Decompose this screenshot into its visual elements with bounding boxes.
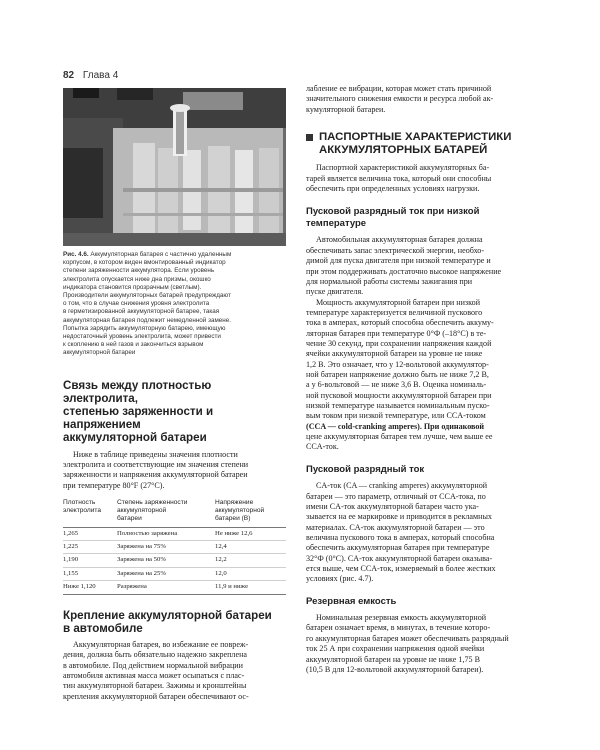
continued-paragraph: [306, 84, 536, 115]
para-line: лабление ее вибрации, которая может стать причиной: [306, 84, 492, 93]
table-cell: 11,9 и ниже: [215, 581, 286, 594]
table-cell: Заряжена на 50%: [117, 554, 215, 567]
para-line: условиях (рис. 4.7).: [306, 574, 374, 584]
title-line: температуре: [306, 217, 367, 229]
table-cell: Заряжена на 25%: [117, 567, 215, 580]
table-cell: 1,155: [63, 567, 117, 580]
para-line: низкой температуре называется номинальным пуско-: [306, 400, 490, 410]
table-header-row: [63, 497, 286, 527]
para-line: 32°Ф (0°С). CA-ток аккумуляторной батареи оказыва-: [306, 553, 493, 563]
subsection-title-reserve: Резервная емкость: [306, 595, 397, 607]
table-cell: 1,225: [63, 541, 117, 554]
para-line: величина пускового тока в амперах, который способна: [306, 532, 495, 542]
para-line: материалах. CA-ток аккумуляторной батареи — это: [306, 522, 485, 532]
caption-line: аккумуляторной батареи: [63, 349, 136, 357]
density-paragraph: [63, 450, 286, 491]
table-row: [63, 527, 286, 540]
table-cell: Заряжена на 75%: [117, 541, 215, 554]
table-row: [63, 554, 286, 567]
caption-line: Производители аккумуляторных батарей предупреждают: [63, 292, 231, 300]
para-line: автомобиля активная масса может осыпаться с плас-: [63, 671, 245, 681]
para-line: димой для пуска двигателя при низкой температуре и: [306, 256, 491, 266]
para-line: кумуляторной батареи.: [306, 104, 386, 114]
para-line: ется выше, чем CCA-ток, измеряемый в более жестких: [306, 563, 496, 573]
table-cell: 1,190: [63, 554, 117, 567]
para-line: (10,5 В для 12-вольтовой аккумуляторной батареи).: [306, 664, 484, 674]
reserve-paragraph: [306, 613, 536, 675]
header-line: Напряжение: [215, 499, 254, 507]
para-line: ляторная батарея при температуре 0°Ф (–18°C) в те-: [306, 328, 487, 338]
para-line: температуре характеризуется величиной пускового: [306, 307, 483, 317]
section-title-density: [63, 379, 286, 445]
para-line: аккумуляторной батареи на уровне не ниже 1,75 В: [306, 654, 480, 664]
table-row: [63, 541, 286, 554]
figure-caption: [63, 251, 286, 358]
header-line: аккумуляторной: [117, 507, 167, 515]
section-marker-square: [306, 134, 313, 141]
table-cell: 12,0: [215, 567, 286, 580]
caption-line: индикатора становится прозрачным (светлым).: [63, 283, 202, 291]
subsection-title-cca: [306, 206, 536, 229]
para-line: ной батареи напряжение должно быть не ниже 7,2 В,: [306, 369, 489, 379]
section-title-ratings: [306, 131, 536, 157]
para-line: ной пусковой мощности аккумуляторной батареи при: [306, 390, 492, 400]
para-line: имени CA-ток аккумуляторной батареи часто ука-: [306, 501, 479, 511]
table-row: [63, 567, 286, 580]
para-line: электролита и соответствующие им значения степени: [63, 460, 249, 469]
para-line: CA-ток (CA — cranking amperes) аккумуляторной: [316, 481, 488, 491]
chapter-label: Глава 4: [82, 70, 119, 81]
caption-line: Попытка зарядить аккумуляторную батарею, имеющую: [63, 324, 226, 332]
column-header: [215, 497, 286, 527]
para-line: Паспортной характеристикой аккумуляторных ба-: [316, 163, 490, 173]
density-table: [63, 497, 286, 595]
para-line: тарей является величина тока, который они способны: [306, 173, 492, 183]
caption-line: Аккумуляторная батарея с частично удаленным: [90, 251, 232, 258]
para-line: ячейки аккумуляторной батареи на уровне не ниже: [306, 349, 483, 359]
cca-paragraph-1: [306, 235, 536, 297]
para-line: заряженности и напряжения аккумуляторной батареи: [63, 470, 248, 480]
table-cell: 12,2: [215, 554, 286, 567]
table-cell: Полностью заряжена: [117, 527, 215, 540]
para-line: Номинальная резервная емкость аккумуляторной: [316, 613, 487, 623]
section-title-mounting: [63, 609, 286, 635]
right-column: [306, 84, 536, 675]
title-line: в автомобиле: [63, 621, 143, 635]
title-line: ПАСПОРТНЫЕ ХАРАКТЕРИСТИКИ: [319, 131, 512, 144]
title-line: Связь между плотностью электролита,: [63, 378, 212, 405]
table-cell: Разряжена: [117, 581, 215, 594]
battery-photo: [63, 88, 286, 246]
para-line: вым током при низкой температуре, или CCA-током: [306, 411, 486, 421]
para-line: Автомобильная аккумуляторная батарея должна: [316, 235, 483, 245]
mounting-paragraph: [63, 640, 286, 702]
ca-paragraph: [306, 481, 536, 584]
caption-line: корпусом, в котором виден вмонтированный индикатор: [63, 259, 226, 267]
caption-line: о том, что в случае снижения уровня электролита: [63, 300, 210, 308]
caption-line: в герметизированной аккумуляторной батарее, такая: [63, 308, 220, 316]
para-line: пуске двигателя.: [306, 287, 364, 297]
para-line: CCA-ток.: [306, 442, 339, 452]
caption-line: к скоплению в ней газов и закончиться взрывом: [63, 341, 204, 349]
para-line: при этом поддерживать достаточно высокое напряжение: [306, 266, 502, 276]
para-line: для нормальной работы системы зажигания при: [306, 276, 473, 286]
para-line: батареи — это параметр, отличный от CCA-тока, по: [306, 491, 486, 501]
para-line: 1,2 В. Это означает, что у 12-вольтовой аккумулятор-: [306, 359, 489, 369]
para-line: дения, должна быть обязательно надежно закреплена: [63, 650, 247, 660]
para-line: Ниже в таблице приведены значения плотности: [73, 449, 238, 459]
para-line: при температуре 80°F (27°C).: [63, 480, 165, 490]
para-line: тин аккумуляторной батареи. Зажимы и кронштейны: [63, 681, 247, 691]
title-line: Крепление аккумуляторной батареи: [63, 608, 272, 622]
para-line: Аккумуляторная батарея, во избежание ее повреж-: [73, 640, 249, 649]
para-line: обеспечить при определенных условиях нагрузки.: [306, 184, 480, 194]
para-line: батареи означает время, в минутах, в течение которо-: [306, 623, 491, 633]
para-line: го аккумуляторная батарея может обеспечивать разрядный: [306, 633, 509, 643]
para-line: зывается на ее маркировке и приводится в рекламных: [306, 512, 492, 522]
caption-line: степени заряженности аккумулятора. Если уровень: [63, 267, 215, 275]
battery-photo-illustration: [63, 88, 286, 246]
header-line: Плотность: [63, 499, 96, 507]
ratings-heading: [319, 131, 511, 157]
para-line: обеспечивать запас электрической энергии, необхо-: [306, 245, 485, 255]
title-line: степенью заряженности и напряжением: [63, 405, 214, 432]
table-cell: Ниже 1,120: [63, 581, 117, 594]
para-line: обеспечить аккумуляторная батарея при температуре: [306, 543, 490, 553]
caption-line: аккумуляторная батарея подлежит немедленной замене.: [63, 316, 232, 324]
para-line: крепления аккумуляторной батареи обеспечивают ос-: [63, 691, 249, 701]
table-cell: Не ниже 12,6: [215, 527, 286, 540]
para-line: ток 25 А при сохранении напряжения одной ячейки: [306, 644, 485, 654]
para-line: в автомобиле. Под действием нормальной вибрации: [63, 660, 243, 670]
left-column: [63, 88, 286, 702]
column-header: [63, 497, 117, 527]
ratings-paragraph: [306, 163, 536, 194]
header-line: Степень заряженности: [117, 499, 188, 507]
table-cell: 1,265: [63, 527, 117, 540]
header-line: батареи (В): [215, 515, 251, 523]
caption-line: недостаточный уровень электролита, может привести: [63, 333, 221, 341]
subsection-title-ca: Пусковой разрядный ток: [306, 463, 425, 475]
para-line: Мощность аккумуляторной батареи при низкой: [316, 297, 481, 307]
table-row: [63, 581, 286, 594]
para-line: тока в амперах, который способна обеспечить аккуму-: [306, 318, 494, 328]
para-line: значительного снижения емкости и ресурса любой ак-: [306, 94, 494, 104]
table-cell: 12,4: [215, 541, 286, 554]
column-header: [117, 497, 215, 527]
para-line: цене аккумуляторная батарея тем лучше, чем выше ее: [306, 432, 493, 441]
header-line: батареи: [117, 515, 142, 523]
page-header: [63, 70, 118, 81]
header-line: аккумуляторной: [215, 507, 265, 515]
title-line: аккумуляторной батареи: [63, 431, 207, 445]
title-line: АККУМУЛЯТОРНЫХ БАТАРЕЙ: [319, 144, 488, 157]
page-number: 82: [63, 70, 75, 81]
caption-label: Рис. 4.6.: [63, 251, 89, 258]
caption-line: электролита опускается ниже дна призмы, окошко: [63, 275, 211, 283]
header-line: электролита: [63, 507, 102, 515]
para-line: а у 6-вольтовой — не ниже 3,6 В. Оценка номиналь-: [306, 380, 487, 390]
para-line: чение 30 секунд, при сохранении напряжения каждой: [306, 338, 492, 348]
para-line: (CCA — cold-cranking amperes). При одинаковой: [306, 421, 485, 431]
cca-paragraph-2: [306, 298, 536, 453]
title-line: Пусковой разрядный ток при низкой: [306, 206, 480, 218]
